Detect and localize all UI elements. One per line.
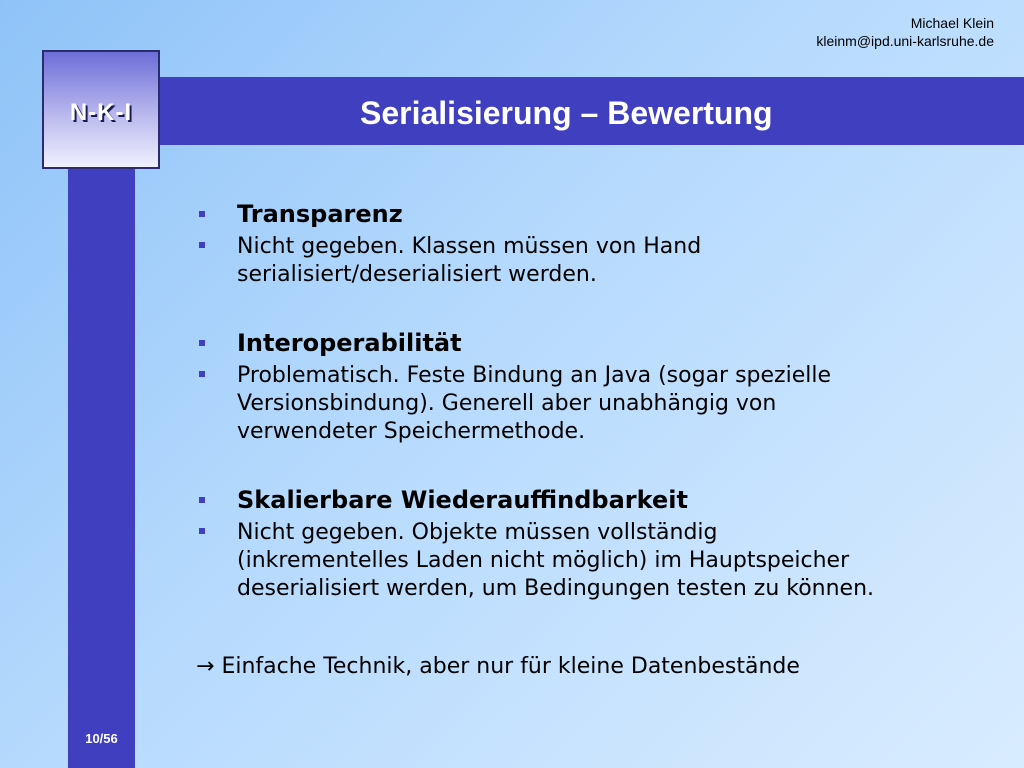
body-line: Problematisch. Feste Bindung an Java (sogar spezielle: [237, 363, 831, 388]
section-heading-text: Interoperabilität: [237, 329, 462, 357]
section-heading-text: Transparenz: [237, 200, 403, 228]
section-heading: [196, 485, 996, 515]
section-heading: [196, 328, 996, 358]
author-name: Michael Klein: [910, 15, 994, 31]
body-line: verwendeter Speichermethode.: [237, 419, 586, 444]
body-line: serialisiert/deserialisiert werden.: [237, 262, 597, 287]
section-body: [196, 233, 996, 289]
body-line: deserialisiert werden, um Bedingungen testen zu können.: [237, 576, 875, 601]
author-block: [816, 14, 994, 50]
body-line: Nicht gegeben. Klassen müssen von Hand: [237, 234, 702, 259]
section-body: [196, 519, 996, 603]
body-line: Nicht gegeben. Objekte müssen vollständig: [237, 520, 718, 545]
conclusion: [196, 653, 800, 681]
slide-content: [196, 199, 996, 603]
author-email: kleinm@ipd.uni-karlsruhe.de: [816, 33, 994, 49]
logo: [42, 50, 160, 169]
arrow-right-icon: →: [196, 654, 215, 679]
page-number: 10/56: [85, 731, 118, 746]
section-heading-text: Skalierbare Wiederauffindbarkeit: [237, 486, 688, 514]
slide-title: Serialisierung – Bewertung: [360, 95, 773, 131]
bullet-icon: [199, 340, 205, 346]
body-line: Versionsbindung). Generell aber unabhängig von: [237, 391, 777, 416]
logo-text: N-K-I: [69, 99, 133, 126]
bullet-icon: [199, 211, 205, 217]
section-body: [196, 362, 996, 446]
bullet-icon: [199, 242, 205, 248]
body-line: (inkrementelles Laden nicht möglich) im Hauptspeicher: [237, 548, 850, 573]
section-heading: [196, 199, 996, 229]
bullet-icon: [199, 528, 205, 534]
bullet-icon: [199, 497, 205, 503]
left-sidebar-bar: [68, 145, 135, 768]
conclusion-text: Einfache Technik, aber nur für kleine Datenbestände: [221, 654, 800, 679]
bullet-icon: [199, 371, 205, 377]
